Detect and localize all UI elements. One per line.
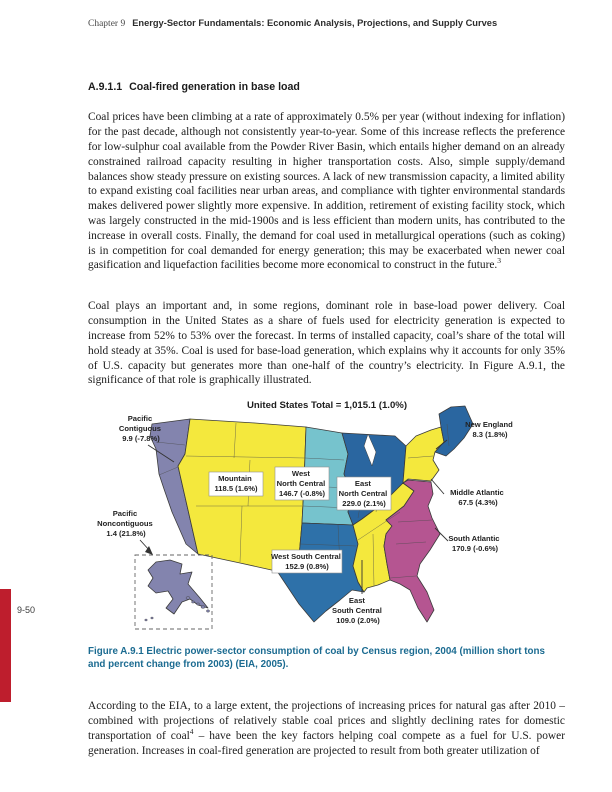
label-east-south-central: East South Central 109.0 (2.0%) [332,596,382,625]
label-new-england: New England 8.3 (1.8%) [465,420,513,439]
footnote-ref-3: 3 [497,256,502,266]
region-alaska [148,560,208,614]
label-east-north-central: East North Central 229.0 (2.1%) [338,479,388,508]
label-pacific-noncontiguous: Pacific Noncontiguous 1.4 (21.8%) [97,509,153,538]
us-census-map [90,394,570,642]
map-title: United States Total = 1,015.1 (1.0%) [246,400,408,411]
chapter-number: Chapter 9 [88,19,126,29]
label-mountain: Mountain 118.5 (1.6%) [214,474,258,493]
region-middle-atlantic [403,427,444,483]
label-pacific-contiguous: Pacific Contiguous 9.9 (-7.8%) [118,414,162,443]
paragraph-1-text: Coal prices have been climbing at a rate of approximately 0.5% per year (without indexing for inflation) for the past decade, although not consistently year-to-year. Some of this increase reflects the preference for low-sulphur coal available from the Powder River Basin, which entails higher demand on an already constrained railroad capacity resulting in higher transportation costs. Also, simple supply/demand balances show steady pressure on existing sources. A lack of new transmission capacity, a limited ability to expand existing coal facilities near urban areas, and compliance with tighter environmental standards makes delivered power slightly more expensive. In addition, retirement of existing facility stock, which was largely constructed in the mid-1900s and is less efficient than modern units, has contributed to the increase in overall costs. Finally, the demand for coal used in metallurgical operations (such as coking) is in competition for coal demanded for energy generation; this may be exacerbated when newer coal gasification and liquefaction facilities become more economical to construct in the future. [88,111,565,272]
label-west-south-central: West South Central 152.9 (0.8%) [270,552,341,571]
paragraph-3 [88,699,565,758]
label-middle-atlantic: Middle Atlantic 67.5 (4.3%) [450,488,504,507]
paragraph-3-text-pre: According to the EIA, to a large extent, the projections of increasing prices for natural gas after 2010 – combined with projections of relatively stable coal prices and slightly declining rates for domestic transportation of coal [88,700,565,742]
paragraph-3-text-post: – have been the key factors helping coal compete as a fuel for U.S. power generation. Increases in coal-fired generation are projected to result from both greater utilization of [88,729,566,757]
section-heading [88,81,568,93]
label-west-north-central: West North Central 146.7 (-0.8%) [276,469,326,498]
running-header [88,13,568,31]
label-south-atlantic: South Atlantic 170.9 (-0.6%) [448,534,500,553]
paragraph-2 [88,299,565,388]
page-edge-marker [0,589,11,702]
footnote-ref-4: 4 [189,727,194,737]
paragraph-2-text: Coal plays an important and, in some regions, dominant role in base-load power delivery. Coal consumption in the United States as a share of fuels used for electricity generation is expected to increase from 52% to 53% over the forecast. In terms of installed capacity, coal’s share of the total will hold steady at 35%. Coal is used for base-load generation, which explains why it accounts for only 35% of U.S. capacity but generates more than one-half of the country’s electricity. In Figure A.9.1, the significance of that role is graphically illustrated. [88,300,565,387]
section-heading-number: A.9.1.1 [88,81,123,93]
chapter-title: Energy-Sector Fundamentals: Economic Analysis, Projections, and Supply Curves [132,18,498,28]
figure-caption: Figure A.9.1 Electric power-sector consumption of coal by Census region, 2004 (million short tons and percent change from 2003) (EIA, 2005). [88,646,545,670]
section-heading-text: Coal-fired generation in base load [129,81,300,93]
paragraph-1 [88,110,565,273]
page-number: 9-50 [17,605,36,615]
figure-a-9-1 [90,394,570,642]
